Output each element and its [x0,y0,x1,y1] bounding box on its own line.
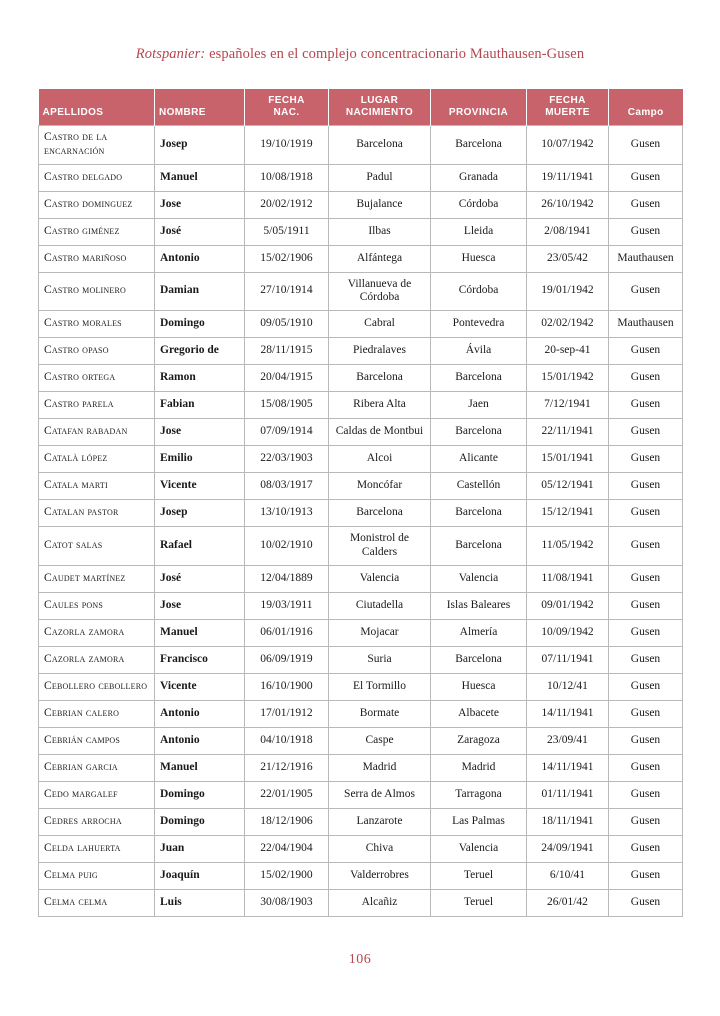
cell-fecha-muerte: 2/08/1941 [527,218,609,245]
cell-apellidos: Català lópez [39,446,155,473]
table-row [39,754,683,781]
cell-provincia: Valencia [431,835,527,862]
cell-fecha-nac: 13/10/1913 [245,500,329,527]
roster-table [38,89,683,917]
cell-campo: Gusen [609,781,683,808]
cell-nombre: Manuel [155,754,245,781]
cell-fecha-nac: 22/04/1904 [245,835,329,862]
cell-campo: Gusen [609,673,683,700]
cell-nombre: Emilio [155,446,245,473]
column-header-apellidos: APELLIDOS [39,89,155,126]
cell-apellidos: Celma puig [39,862,155,889]
cell-apellidos: Celma celma [39,889,155,916]
table-row [39,727,683,754]
cell-fecha-muerte: 07/11/1941 [527,646,609,673]
cell-lugar-nacimiento: Bujalance [329,191,431,218]
cell-apellidos: Catafan rabadan [39,419,155,446]
table-row [39,862,683,889]
table-row [39,619,683,646]
table-row [39,245,683,272]
cell-lugar-nacimiento: Ilbas [329,218,431,245]
column-header-lugar-line1: LUGAR [360,95,399,106]
column-header-lugar-line2: NACIMIENTO [345,106,414,118]
cell-apellidos: Caudet martínez [39,565,155,592]
cell-provincia: Teruel [431,862,527,889]
cell-lugar-nacimiento: Serra de Almos [329,781,431,808]
cell-fecha-nac: 10/08/1918 [245,164,329,191]
cell-campo: Mauthausen [609,311,683,338]
table-row [39,311,683,338]
cell-provincia: Jaen [431,392,527,419]
table-row [39,781,683,808]
cell-lugar-nacimiento: Chiva [329,835,431,862]
cell-fecha-muerte: 22/11/1941 [527,419,609,446]
cell-fecha-muerte: 15/12/1941 [527,500,609,527]
cell-provincia: Tarragona [431,781,527,808]
cell-provincia: Pontevedra [431,311,527,338]
cell-fecha-nac: 04/10/1918 [245,727,329,754]
column-header-provincia: PROVINCIA [431,89,527,126]
cell-provincia: Las Palmas [431,808,527,835]
cell-apellidos: Castro delgado [39,164,155,191]
cell-apellidos: Cebrian calero [39,700,155,727]
cell-fecha-nac: 07/09/1914 [245,419,329,446]
cell-nombre: Luis [155,889,245,916]
cell-apellidos: Castro ortega [39,365,155,392]
cell-fecha-muerte: 15/01/1942 [527,365,609,392]
cell-apellidos: Castro de la encarnación [39,126,155,165]
table-row [39,565,683,592]
cell-provincia: Barcelona [431,126,527,165]
cell-lugar-nacimiento: Barcelona [329,126,431,165]
cell-nombre: Juan [155,835,245,862]
cell-lugar-nacimiento: Moncófar [329,473,431,500]
cell-provincia: Huesca [431,245,527,272]
cell-campo: Gusen [609,218,683,245]
cell-lugar-nacimiento: Monistrol de Calders [329,527,431,566]
cell-campo: Gusen [609,835,683,862]
cell-provincia: Almería [431,619,527,646]
cell-nombre: Antonio [155,700,245,727]
cell-lugar-nacimiento: Mojacar [329,619,431,646]
table-row [39,473,683,500]
cell-nombre: Domingo [155,311,245,338]
cell-nombre: Ramon [155,365,245,392]
cell-lugar-nacimiento: Caldas de Montbui [329,419,431,446]
cell-fecha-muerte: 01/11/1941 [527,781,609,808]
column-header-fecha-nac-line2: NAC. [273,106,300,118]
cell-fecha-nac: 15/02/1906 [245,245,329,272]
cell-nombre: Jose [155,419,245,446]
table-row [39,218,683,245]
column-header-nombre: NOMBRE [155,89,245,126]
table-row [39,419,683,446]
cell-nombre: Vicente [155,673,245,700]
cell-apellidos: Catalan pastor [39,500,155,527]
table-row [39,592,683,619]
cell-provincia: Albacete [431,700,527,727]
cell-campo: Gusen [609,592,683,619]
cell-fecha-nac: 21/12/1916 [245,754,329,781]
page-title [38,46,682,63]
cell-lugar-nacimiento: Villanueva de Córdoba [329,272,431,311]
table-row [39,446,683,473]
cell-campo: Gusen [609,700,683,727]
cell-fecha-nac: 22/03/1903 [245,446,329,473]
cell-provincia: Barcelona [431,646,527,673]
cell-apellidos: Cazorla zamora [39,619,155,646]
cell-provincia: Barcelona [431,527,527,566]
cell-campo: Gusen [609,862,683,889]
cell-lugar-nacimiento: Valencia [329,565,431,592]
cell-apellidos: Cazorla zamora [39,646,155,673]
cell-fecha-nac: 12/04/1889 [245,565,329,592]
cell-campo: Gusen [609,473,683,500]
cell-apellidos: Castro molinero [39,272,155,311]
table-body [39,126,683,917]
cell-provincia: Granada [431,164,527,191]
cell-campo: Gusen [609,565,683,592]
cell-apellidos: Cebollero cebollero [39,673,155,700]
cell-nombre: José [155,565,245,592]
cell-fecha-nac: 22/01/1905 [245,781,329,808]
cell-campo: Gusen [609,500,683,527]
cell-nombre: Manuel [155,619,245,646]
cell-fecha-muerte: 6/10/41 [527,862,609,889]
cell-apellidos: Castro dominguez [39,191,155,218]
cell-campo: Gusen [609,365,683,392]
table-header-row [39,89,683,126]
cell-nombre: Domingo [155,781,245,808]
cell-apellidos: Castro morales [39,311,155,338]
table-row [39,164,683,191]
cell-nombre: Domingo [155,808,245,835]
cell-fecha-muerte: 09/01/1942 [527,592,609,619]
cell-fecha-muerte: 24/09/1941 [527,835,609,862]
cell-fecha-muerte: 20-sep-41 [527,338,609,365]
cell-fecha-nac: 20/02/1912 [245,191,329,218]
cell-fecha-nac: 27/10/1914 [245,272,329,311]
cell-lugar-nacimiento: Ribera Alta [329,392,431,419]
table-row [39,338,683,365]
cell-campo: Gusen [609,338,683,365]
cell-fecha-nac: 15/02/1900 [245,862,329,889]
cell-nombre: Antonio [155,245,245,272]
cell-provincia: Zaragoza [431,727,527,754]
cell-campo: Gusen [609,619,683,646]
cell-campo: Gusen [609,191,683,218]
page-title-italic: Rotspanier: [135,46,206,62]
cell-lugar-nacimiento: Lanzarote [329,808,431,835]
cell-nombre: Damian [155,272,245,311]
table-header [39,89,683,126]
cell-fecha-nac: 19/03/1911 [245,592,329,619]
column-header-lugar-nacimiento [329,89,431,126]
cell-nombre: Josep [155,500,245,527]
cell-fecha-muerte: 26/01/42 [527,889,609,916]
cell-nombre: Antonio [155,727,245,754]
cell-fecha-nac: 18/12/1906 [245,808,329,835]
cell-lugar-nacimiento: Suria [329,646,431,673]
cell-apellidos: Cedres arrocha [39,808,155,835]
table-row [39,673,683,700]
cell-lugar-nacimiento: Padul [329,164,431,191]
cell-apellidos: Celda lahuerta [39,835,155,862]
cell-provincia: Teruel [431,889,527,916]
cell-lugar-nacimiento: Alcañiz [329,889,431,916]
cell-fecha-muerte: 19/01/1942 [527,272,609,311]
cell-lugar-nacimiento: Alfántega [329,245,431,272]
cell-provincia: Valencia [431,565,527,592]
table-row [39,191,683,218]
cell-lugar-nacimiento: Barcelona [329,365,431,392]
cell-lugar-nacimiento: Valderrobres [329,862,431,889]
cell-nombre: Josep [155,126,245,165]
cell-apellidos: Caules pons [39,592,155,619]
cell-provincia: Córdoba [431,191,527,218]
cell-apellidos: Cedo margalef [39,781,155,808]
cell-nombre: Francisco [155,646,245,673]
cell-fecha-nac: 19/10/1919 [245,126,329,165]
cell-campo: Gusen [609,419,683,446]
cell-fecha-muerte: 26/10/1942 [527,191,609,218]
cell-fecha-muerte: 23/09/41 [527,727,609,754]
cell-fecha-muerte: 14/11/1941 [527,754,609,781]
cell-provincia: Ávila [431,338,527,365]
cell-provincia: Barcelona [431,500,527,527]
cell-fecha-nac: 5/05/1911 [245,218,329,245]
table-row [39,365,683,392]
cell-fecha-muerte: 10/07/1942 [527,126,609,165]
cell-fecha-nac: 15/08/1905 [245,392,329,419]
column-header-fecha-muerte-line1: FECHA [549,95,586,106]
table-row [39,646,683,673]
cell-fecha-muerte: 11/08/1941 [527,565,609,592]
cell-fecha-muerte: 02/02/1942 [527,311,609,338]
page-number: 106 [348,952,372,967]
cell-fecha-muerte: 19/11/1941 [527,164,609,191]
cell-lugar-nacimiento: Caspe [329,727,431,754]
cell-lugar-nacimiento: El Tormillo [329,673,431,700]
cell-provincia: Barcelona [431,365,527,392]
cell-provincia: Barcelona [431,419,527,446]
column-header-fecha-nac [245,89,329,126]
table-row [39,392,683,419]
cell-fecha-muerte: 05/12/1941 [527,473,609,500]
page-title-rest: españoles en el complejo concentracionario Mauthausen-Gusen [205,46,585,62]
cell-fecha-nac: 16/10/1900 [245,673,329,700]
cell-provincia: Córdoba [431,272,527,311]
cell-fecha-muerte: 10/12/41 [527,673,609,700]
cell-nombre: Gregorio de [155,338,245,365]
cell-campo: Gusen [609,889,683,916]
cell-provincia: Islas Baleares [431,592,527,619]
table-row [39,835,683,862]
cell-fecha-nac: 20/04/1915 [245,365,329,392]
cell-provincia: Castellón [431,473,527,500]
table-row [39,889,683,916]
cell-nombre: Rafael [155,527,245,566]
column-header-fecha-muerte-line2: MUERTE [545,106,590,118]
cell-lugar-nacimiento: Alcoi [329,446,431,473]
cell-fecha-nac: 17/01/1912 [245,700,329,727]
table-row [39,126,683,165]
cell-nombre: Vicente [155,473,245,500]
cell-fecha-muerte: 15/01/1941 [527,446,609,473]
cell-provincia: Lleida [431,218,527,245]
cell-fecha-nac: 08/03/1917 [245,473,329,500]
cell-campo: Mauthausen [609,245,683,272]
cell-apellidos: Cebrian garcia [39,754,155,781]
cell-fecha-nac: 09/05/1910 [245,311,329,338]
cell-fecha-muerte: 14/11/1941 [527,700,609,727]
cell-fecha-muerte: 10/09/1942 [527,619,609,646]
cell-nombre: Jose [155,191,245,218]
cell-provincia: Alicante [431,446,527,473]
column-header-fecha-muerte [527,89,609,126]
cell-apellidos: Catot salas [39,527,155,566]
column-header-fecha-nac-line1: FECHA [268,95,305,106]
cell-lugar-nacimiento: Barcelona [329,500,431,527]
cell-lugar-nacimiento: Bormate [329,700,431,727]
cell-fecha-nac: 30/08/1903 [245,889,329,916]
cell-campo: Gusen [609,646,683,673]
cell-campo: Gusen [609,754,683,781]
cell-campo: Gusen [609,392,683,419]
cell-nombre: Jose [155,592,245,619]
cell-provincia: Huesca [431,673,527,700]
cell-apellidos: Castro opaso [39,338,155,365]
cell-apellidos: Castro giménez [39,218,155,245]
table-row [39,500,683,527]
cell-lugar-nacimiento: Cabral [329,311,431,338]
cell-nombre: Joaquín [155,862,245,889]
cell-fecha-muerte: 23/05/42 [527,245,609,272]
cell-campo: Gusen [609,126,683,165]
cell-fecha-nac: 28/11/1915 [245,338,329,365]
column-header-campo: Campo [609,89,683,126]
cell-campo: Gusen [609,446,683,473]
cell-lugar-nacimiento: Piedralaves [329,338,431,365]
cell-fecha-nac: 06/09/1919 [245,646,329,673]
cell-nombre: José [155,218,245,245]
cell-campo: Gusen [609,272,683,311]
cell-campo: Gusen [609,727,683,754]
cell-apellidos: Catala marti [39,473,155,500]
table-row [39,272,683,311]
table-row [39,527,683,566]
cell-apellidos: Castro mariñoso [39,245,155,272]
cell-lugar-nacimiento: Ciutadella [329,592,431,619]
cell-apellidos: Cebrián campos [39,727,155,754]
cell-fecha-muerte: 18/11/1941 [527,808,609,835]
cell-campo: Gusen [609,808,683,835]
cell-nombre: Fabian [155,392,245,419]
cell-fecha-muerte: 7/12/1941 [527,392,609,419]
cell-campo: Gusen [609,164,683,191]
cell-apellidos: Castro parela [39,392,155,419]
cell-fecha-muerte: 11/05/1942 [527,527,609,566]
cell-campo: Gusen [609,527,683,566]
cell-lugar-nacimiento: Madrid [329,754,431,781]
table-row [39,808,683,835]
cell-nombre: Manuel [155,164,245,191]
cell-fecha-nac: 10/02/1910 [245,527,329,566]
cell-fecha-nac: 06/01/1916 [245,619,329,646]
table-row [39,700,683,727]
cell-provincia: Madrid [431,754,527,781]
